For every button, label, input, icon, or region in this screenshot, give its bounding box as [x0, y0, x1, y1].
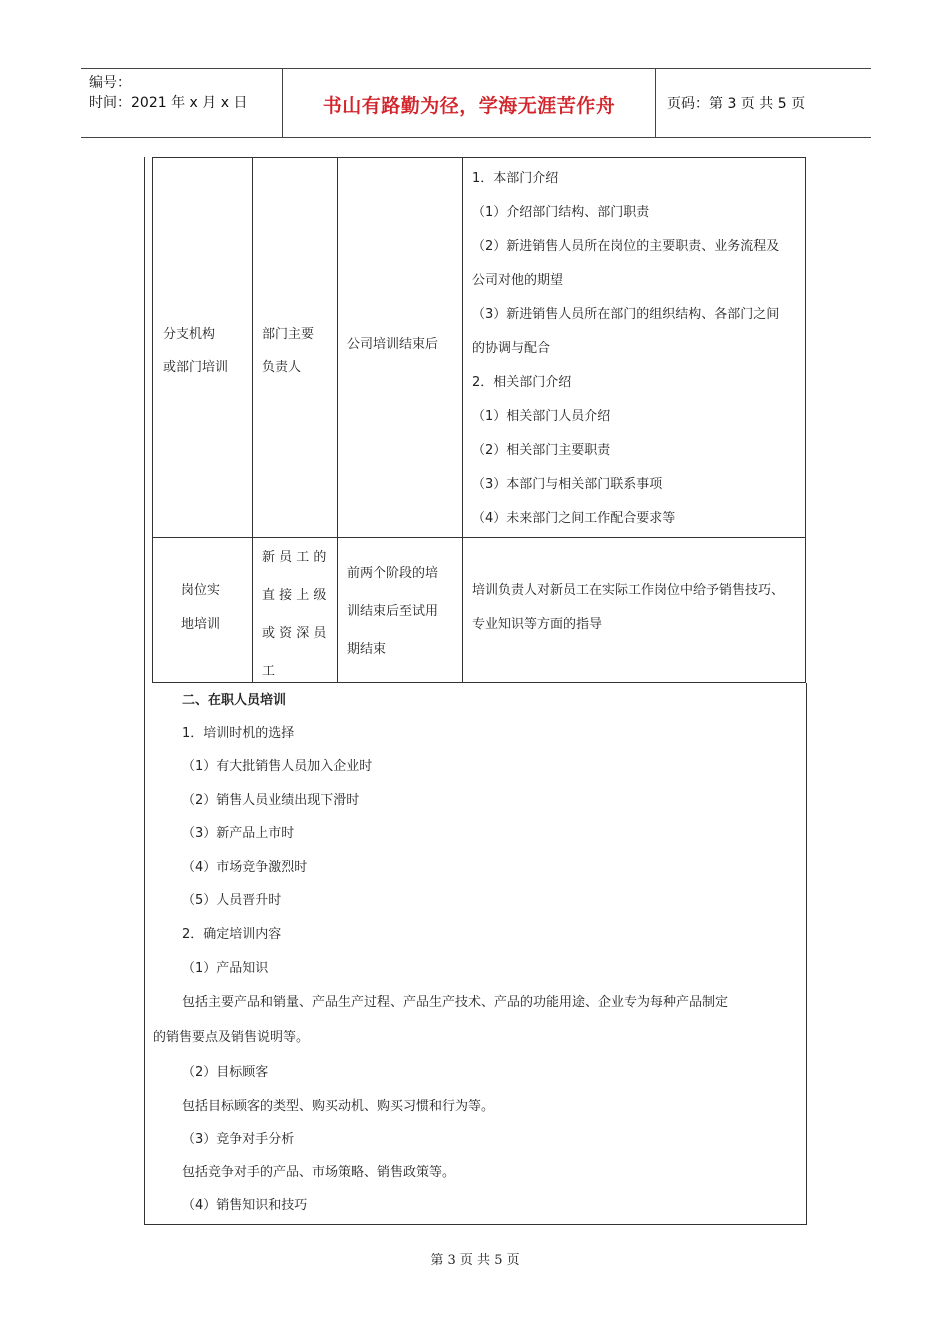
cell-line: 的协调与配合: [472, 341, 551, 356]
body-line: 包括主要产品和销量、产品生产过程、产品生产技术、产品的功能用途、企业专为每种产品制定: [182, 995, 729, 1010]
body-line: （3）新产品上市时: [182, 826, 295, 841]
body-line: （4）市场竞争激烈时: [182, 860, 308, 875]
cell-line: 分支机构: [163, 327, 216, 342]
body-line: （5）人员晋升时: [182, 893, 282, 908]
document-time-label: 时间：2021 年 x 月 x 日: [89, 95, 248, 111]
header-motto: 书山有路勤为径，学海无涯苦作舟: [322, 95, 616, 117]
cell-line: 1．本部门介绍: [472, 171, 559, 186]
table-cell-trainer: [262, 539, 326, 691]
cell-line: 工: [262, 664, 276, 679]
cell-line: 或 资 深 员: [262, 626, 327, 641]
body-line: （4）销售知识和技巧: [182, 1198, 308, 1213]
cell-line: 新 员 工 的: [262, 550, 327, 565]
table-cell-timing: [347, 555, 438, 669]
body-line: （1）有大批销售人员加入企业时: [182, 759, 373, 774]
section-title: 二、在职人员培训: [182, 693, 287, 708]
document-number-label: 编号：: [89, 75, 131, 91]
cell-line: （3）新进销售人员所在部门的组织结构、各部门之间: [472, 307, 780, 322]
table-cell-content: [472, 162, 779, 536]
cell-line: 部门主要: [262, 327, 315, 342]
cell-line: 负责人: [262, 360, 302, 375]
cell-line: 岗位实: [181, 583, 221, 598]
page-header: [81, 68, 871, 138]
content-frame-bottom: [144, 1224, 807, 1225]
cell-line: 训结束后至试用: [347, 604, 439, 619]
content-frame-left: [144, 157, 145, 1224]
body-line: （3）竞争对手分析: [182, 1132, 295, 1147]
body-line: （1）产品知识: [182, 961, 269, 976]
body-line: 的销售要点及销售说明等。: [153, 1030, 310, 1045]
cell-line: 公司对他的期望: [472, 273, 564, 288]
body-line: 包括竞争对手的产品、市场策略、销售政策等。: [182, 1165, 456, 1180]
table-col-divider: [337, 158, 338, 682]
table-cell-content: [472, 574, 784, 642]
cell-line: 2．相关部门介绍: [472, 375, 572, 390]
cell-line: 专业知识等方面的指导: [472, 617, 603, 632]
table-row-divider: [153, 537, 805, 538]
cell-line: （1）相关部门人员介绍: [472, 409, 611, 424]
cell-line: 培训负责人对新员工在实际工作岗位中给予销售技巧、: [472, 583, 785, 598]
body-line: （2）销售人员业绩出现下滑时: [182, 793, 360, 808]
training-table: [152, 157, 806, 683]
body-line: 包括目标顾客的类型、购买动机、购买习惯和行为等。: [182, 1099, 495, 1114]
cell-line: 前两个阶段的培: [347, 566, 439, 581]
page-footer: 第 3 页 共 5 页: [430, 1253, 520, 1268]
cell-line: （4）未来部门之间工作配合要求等: [472, 511, 676, 526]
table-cell-training-type: [163, 318, 228, 384]
content-frame-right: [806, 683, 807, 1224]
table-col-divider: [252, 158, 253, 682]
table-cell-trainer: [262, 318, 314, 384]
cell-line: 或部门培训: [163, 360, 229, 375]
body-line: 1．培训时机的选择: [182, 726, 295, 741]
cell-line: （2）相关部门主要职责: [472, 443, 611, 458]
cell-line: （2）新进销售人员所在岗位的主要职责、业务流程及: [472, 239, 780, 254]
cell-line: 地培训: [181, 617, 221, 632]
cell-line: （1）介绍部门结构、部门职责: [472, 205, 650, 220]
cell-line: （3）本部门与相关部门联系事项: [472, 477, 663, 492]
table-cell-training-type: [181, 574, 220, 642]
body-line: （2）目标顾客: [182, 1065, 269, 1080]
header-divider: [655, 69, 656, 137]
header-page-info: 页码：第 3 页 共 5 页: [667, 96, 806, 112]
table-col-divider: [462, 158, 463, 682]
cell-line: 直 接 上 级: [262, 588, 327, 603]
header-meta: [89, 73, 247, 113]
body-line: 2．确定培训内容: [182, 927, 282, 942]
table-cell-timing: 公司培训结束后: [347, 337, 439, 352]
cell-line: 期结束: [347, 642, 387, 657]
